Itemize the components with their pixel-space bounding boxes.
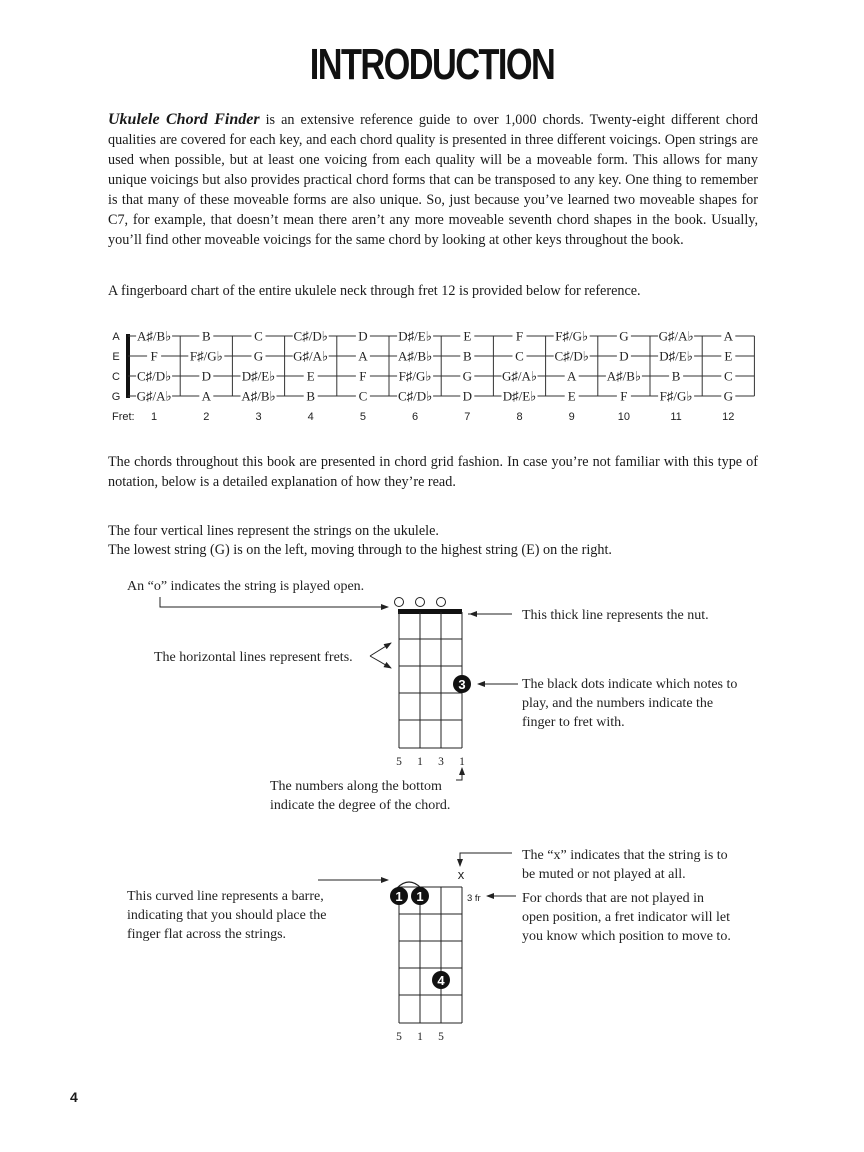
fret-number: 4 [307,411,314,423]
note-label: G♯/A♭ [658,328,694,344]
note-label: F♯/G♭ [659,388,693,404]
string-name-label: C [112,371,120,383]
note-label: D♯/E♭ [241,368,276,384]
frets-label: The horizontal lines represent frets. [154,650,353,665]
note-label: A♯/B♭ [606,368,642,384]
note-label: F♯/G♭ [555,328,589,344]
degree-number: 1 [417,756,423,768]
fret-label: Fret: [112,411,135,423]
nut [398,609,462,614]
note-label: C [723,368,733,384]
note-label: D [619,348,629,364]
page-title: INTRODUCTION [309,40,555,89]
note-label: E [724,348,733,364]
note-label: D♯/E♭ [502,388,537,404]
note-label: G♯/A♭ [293,348,329,364]
note-label: D [462,388,472,404]
note-label: G♯/A♭ [501,368,538,384]
fret-number: 7 [464,411,471,423]
finger-number: 3 [458,677,466,692]
open-string-label: An “o” indicates the string is played open. [127,579,365,594]
fret-number: 8 [516,411,523,423]
strings-line-2: The lowest string (G) is on the left, moving through to the highest string (E) on the right. [108,542,612,558]
note-label: F♯/G♭ [398,368,432,384]
fret-indicator-label-line-3: you know which position to move to. [522,929,731,944]
note-label: D♯/E♭ [659,348,693,364]
note-label: F♯/G♭ [189,348,223,364]
degree-number: 5 [396,1031,402,1043]
fret-number: 6 [412,411,419,423]
string-name-label: E [112,351,120,363]
note-label: G [619,328,629,344]
page-number: 4 [70,1089,78,1105]
note-label: D♯/E♭ [398,328,432,344]
fret-grid [399,612,462,748]
note-label: F [359,368,367,384]
barre-label-line-3: finger flat across the strings. [127,927,287,942]
note-label: B [671,368,681,384]
note-label: C [358,388,368,404]
string-name-label: A [112,331,120,343]
barre-finger-number: 1 [395,889,403,904]
note-label: A [358,348,368,364]
note-label: F [515,328,524,344]
fret-number: 1 [151,411,158,423]
strings-line-1: The four vertical lines represent the strings on the ukulele. [108,523,439,539]
note-label: G [723,388,733,404]
note-label: E [306,368,315,384]
note-label: C♯/D♭ [397,388,433,404]
note-label: E [463,328,472,344]
grid-intro: The chords throughout this book are presented in chord grid fashion. In case you’re not familiar with this type of notation, below is a detailed explanation of how they’re read. [108,454,758,490]
dots-label-line-2: play, and the numbers indicate the [522,696,714,711]
book-title-lead: Ukulele Chord Finder [108,111,260,128]
degrees-label-line-2: indicate the degree of the chord. [270,798,451,813]
degree-number: 5 [396,756,402,768]
dots-label-line-3: finger to fret with. [522,715,625,730]
string-name-label: G [111,391,121,403]
fret-indicator: 3 fr [467,893,481,904]
fret-number: 9 [568,411,575,423]
degree-number: 5 [438,1031,444,1043]
mute-label-line-1: The “x” indicates that the string is to [522,848,728,863]
open-string-marker [437,598,446,607]
fret-number: 12 [722,411,735,423]
muted-string-marker: x [457,867,465,882]
note-label: G♯/A♭ [136,388,172,404]
note-label: A [567,368,577,384]
note-label: C♯/D♭ [293,328,328,344]
note-label: A♯/B♭ [397,348,433,364]
mute-label-line-2: be muted or not played at all. [522,867,686,882]
note-label: D [358,328,368,344]
note-label: C♯/D♭ [136,368,172,384]
fret-number: 5 [359,411,366,423]
fret-number: 11 [670,411,682,423]
note-label: F [150,348,158,364]
fret-grid [399,887,462,1023]
open-string-marker [395,598,404,607]
note-label: B [462,348,472,364]
note-label: B [201,328,211,344]
note-label: A♯/B♭ [136,328,172,344]
barre-label-line-2: indicating that you should place the [127,908,327,923]
finger-number: 4 [437,973,445,988]
dots-label-line-1: The black dots indicate which notes to [522,677,738,692]
degree-number: 3 [438,756,444,768]
note-label: C♯/D♭ [554,348,589,364]
note-label: B [306,388,316,404]
fret-number: 10 [617,411,631,423]
fret-number: 3 [255,411,262,423]
note-label: F [620,388,628,404]
note-label: E [567,388,576,404]
note-label: A [723,328,733,344]
note-label: C [515,348,524,364]
note-label: C [254,328,263,344]
fret-number: 2 [203,411,210,423]
barre-finger-number: 1 [416,889,424,904]
barre-label-line-1: This curved line represents a barre, [127,889,324,904]
note-label: G [462,368,472,384]
intro-text: is an extensive reference guide to over 1,000 chords. Twenty-eight different chord qualities are covered for each key, and each chord quality is presented in three different voicings. Open strings are used when possible, but at least one voicing from each quality will be a moveable form. This allows for many unique voicings but also provides practical chord forms that can be transposed to any key. One thing to remember is that many of these moveable forms are also unique. So, just because you’ve learned two moveable shapes for C7, for example, that doesn’t mean there aren’t any more moveable seventh chord shapes in the book. Usually, you’ll find other moveable voicings for the same chord by looking at other keys throughout the book. [108,112,758,248]
note-label: A♯/B♭ [241,388,276,404]
open-string-marker [416,598,425,607]
chord-diagram-1 [127,579,737,813]
degrees-label-line-1: The numbers along the bottom [270,779,442,794]
chord-diagram-2 [127,848,731,1043]
nut-label: This thick line represents the nut. [522,608,709,623]
degree-number: 1 [417,1031,423,1043]
note-label: G [253,348,264,364]
note-label: A [201,388,211,404]
fret-indicator-label-line-2: open position, a fret indicator will let [522,910,731,925]
fingerboard-intro: A fingerboard chart of the entire ukulele neck through fret 12 is provided below for reference. [108,283,641,299]
degree-number: 1 [459,756,465,768]
fret-indicator-label-line-1: For chords that are not played in [522,891,704,906]
note-label: D [201,368,211,384]
